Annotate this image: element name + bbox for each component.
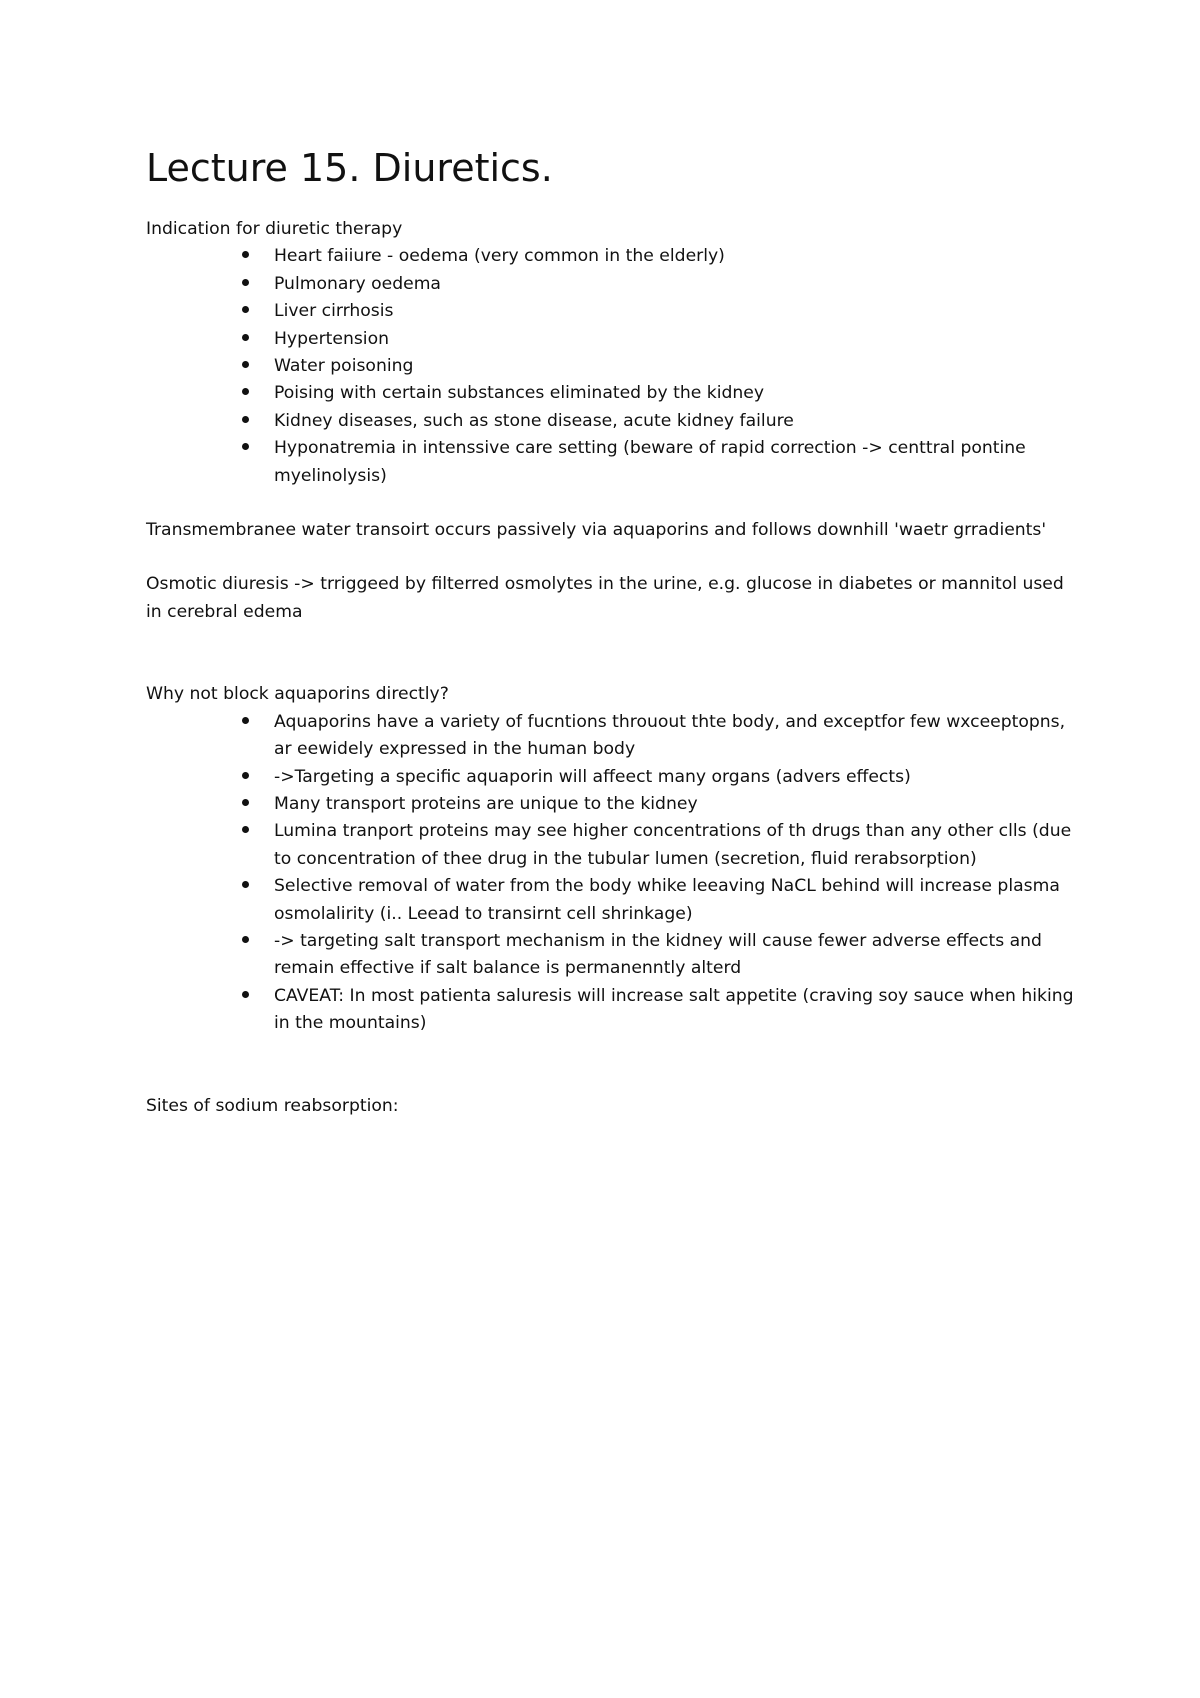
list-item-text: Heart faiiure - oedema (very common in the elderly): [274, 246, 725, 267]
indications-heading: Indication for diuretic therapy: [146, 219, 403, 239]
list-item-text: Aquaporins have a variety of fucntions throuout thte body, and exceptfor few wxceeptopns, ar eewidely expressed in the human body: [274, 711, 1066, 760]
bullet-icon: [242, 826, 249, 833]
document-content: [146, 142, 1076, 1120]
list-item-text: Lumina tranport proteins may see higher concentrations of th drugs than any other clls (due to concentration of thee drug in the tubular lumen (secretion, fluid rerabsorption): [274, 821, 1072, 869]
list-item: [274, 408, 1076, 435]
transmembrane-paragraph: Transmembranee water transoirt occurs passively via aquaporins and follows downhill 'waetr grradients': [146, 520, 1047, 541]
list-item-text: Water poisoning: [274, 356, 414, 377]
bullet-icon: [242, 772, 249, 779]
spacer: [146, 1038, 1076, 1093]
list-item: [274, 298, 1076, 325]
list-item: [274, 873, 1076, 928]
bullet-icon: [242, 361, 249, 368]
bullet-icon: [242, 388, 249, 395]
why-heading: Why not block aquaporins directly?: [146, 684, 449, 705]
list-item: [274, 271, 1076, 298]
osmotic-diuresis-paragraph: Osmotic diuresis -> trriggeed by filterred osmolytes in the urine, e.g. glucose in diabetes or mannitol used in cerebral edema: [146, 574, 1064, 622]
spacer: [146, 490, 1076, 517]
why-list: [146, 709, 1076, 1038]
bullet-icon: [242, 251, 249, 258]
bullet-icon: [242, 334, 249, 341]
bullet-icon: [242, 443, 249, 450]
list-item: [274, 709, 1076, 764]
list-item: [274, 380, 1076, 407]
list-item: [274, 818, 1076, 873]
lecture-title: Lecture 15. Diuretics.: [146, 146, 553, 190]
bullet-icon: [242, 936, 249, 943]
list-item: [274, 764, 1076, 791]
list-item-text: Many transport proteins are unique to the kidney: [274, 793, 698, 814]
list-item-text: Hypertension: [274, 328, 389, 349]
list-item-text: -> targeting salt transport mechanism in the kidney will cause fewer adverse effects and remain effective if salt balance is permanenntly alterd: [274, 930, 1042, 979]
list-item-text: Poising with certain substances eliminated by the kidney: [274, 383, 765, 404]
bullet-icon: [242, 799, 249, 806]
list-item-text: Liver cirrhosis: [274, 301, 394, 322]
bullet-icon: [242, 416, 249, 423]
spacer: [146, 544, 1076, 571]
list-item: [274, 435, 1076, 490]
list-item-text: CAVEAT: In most patienta saluresis will increase salt appetite (craving soy sauce when hiking in the mountains): [274, 985, 1074, 1034]
bullet-icon: [242, 717, 249, 724]
sodium-reabsorption-heading: Sites of sodium reabsorption:: [146, 1095, 399, 1116]
list-item-text: Pulmonary oedema: [274, 273, 441, 294]
bullet-icon: [242, 306, 249, 313]
list-item: [274, 243, 1076, 270]
bullet-icon: [242, 279, 249, 286]
list-item: [274, 983, 1076, 1038]
list-item-text: ->Targeting a specific aquaporin will affeect many organs (advers effects): [274, 766, 911, 787]
list-item-text: Kidney diseases, such as stone disease, acute kidney failure: [274, 410, 794, 431]
bullet-icon: [242, 991, 249, 998]
list-item-text: Selective removal of water from the body whike leeaving NaCL behind will increase plasma osmolalirity (i.. Leead to transirnt cell shrinkage): [274, 876, 1060, 924]
spacer: [146, 626, 1076, 681]
list-item: [274, 791, 1076, 818]
indications-list: [146, 243, 1076, 490]
bullet-icon: [242, 881, 249, 888]
list-item: [274, 353, 1076, 380]
list-item: [274, 326, 1076, 353]
list-item-text: Hyponatremia in intenssive care setting (beware of rapid correction -> centtral pontine myelinolysis): [274, 438, 1026, 486]
list-item: [274, 928, 1076, 983]
